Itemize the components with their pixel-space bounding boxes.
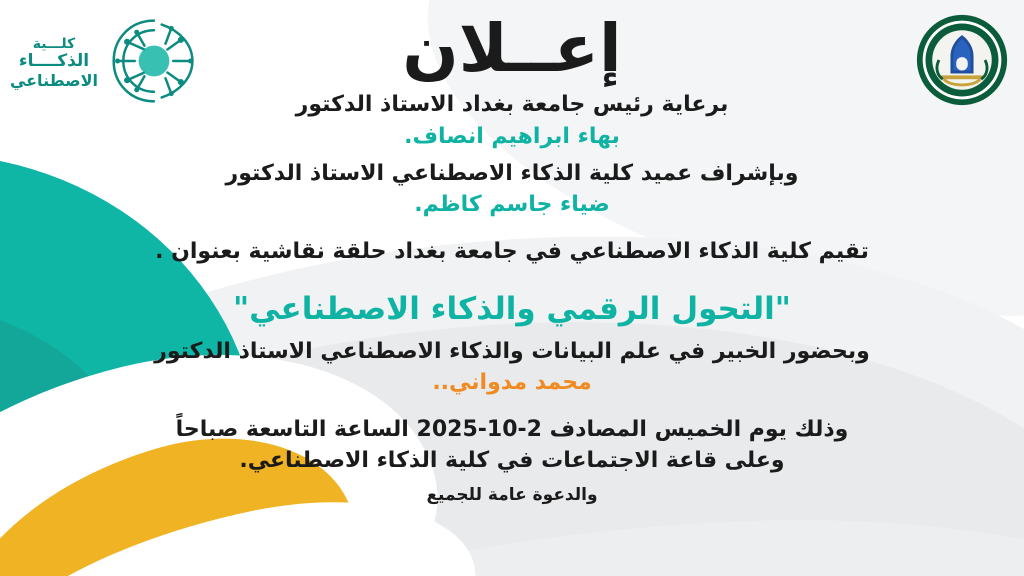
event-datetime: وذلك يوم الخميس المصادف 2-10-2025 الساعة التاسعة صباحاً: [175, 417, 849, 443]
event-description: تقيم كلية الذكاء الاصطناعي في جامعة بغداد حلقة نقاشية بعنوان .: [155, 239, 869, 265]
patron-name: بهاء ابراهيم انصاف.: [404, 123, 620, 149]
speaker-name: محمد مدواني..: [432, 370, 592, 395]
supervisor-name: ضياء جاسم كاظم.: [414, 192, 610, 217]
page-title: إعــلان: [402, 10, 622, 87]
invitation-note: والدعوة عامة للجميع: [426, 484, 598, 505]
event-venue: وعلى قاعة الاجتماعات في كلية الذكاء الاصطناعي.: [239, 448, 785, 474]
event-title: "التحول الرقمي والذكاء الاصطناعي": [233, 291, 791, 328]
college-logo-line3: الاصطناعي: [9, 70, 99, 90]
supervision-line: وبإشراف عميد كلية الذكاء الاصطناعي الاستاذ الدكتور: [225, 160, 799, 186]
patronage-line: برعاية رئيس جامعة بغداد الاستاذ الدكتور: [295, 92, 729, 118]
speaker-line: وبحضور الخبير في علم البيانات والذكاء الاصطناعي الاستاذ الدكتور: [154, 338, 870, 364]
college-logo-line1: كلـــية: [32, 35, 76, 52]
college-logo-line2: الذكــــاء: [18, 51, 90, 72]
